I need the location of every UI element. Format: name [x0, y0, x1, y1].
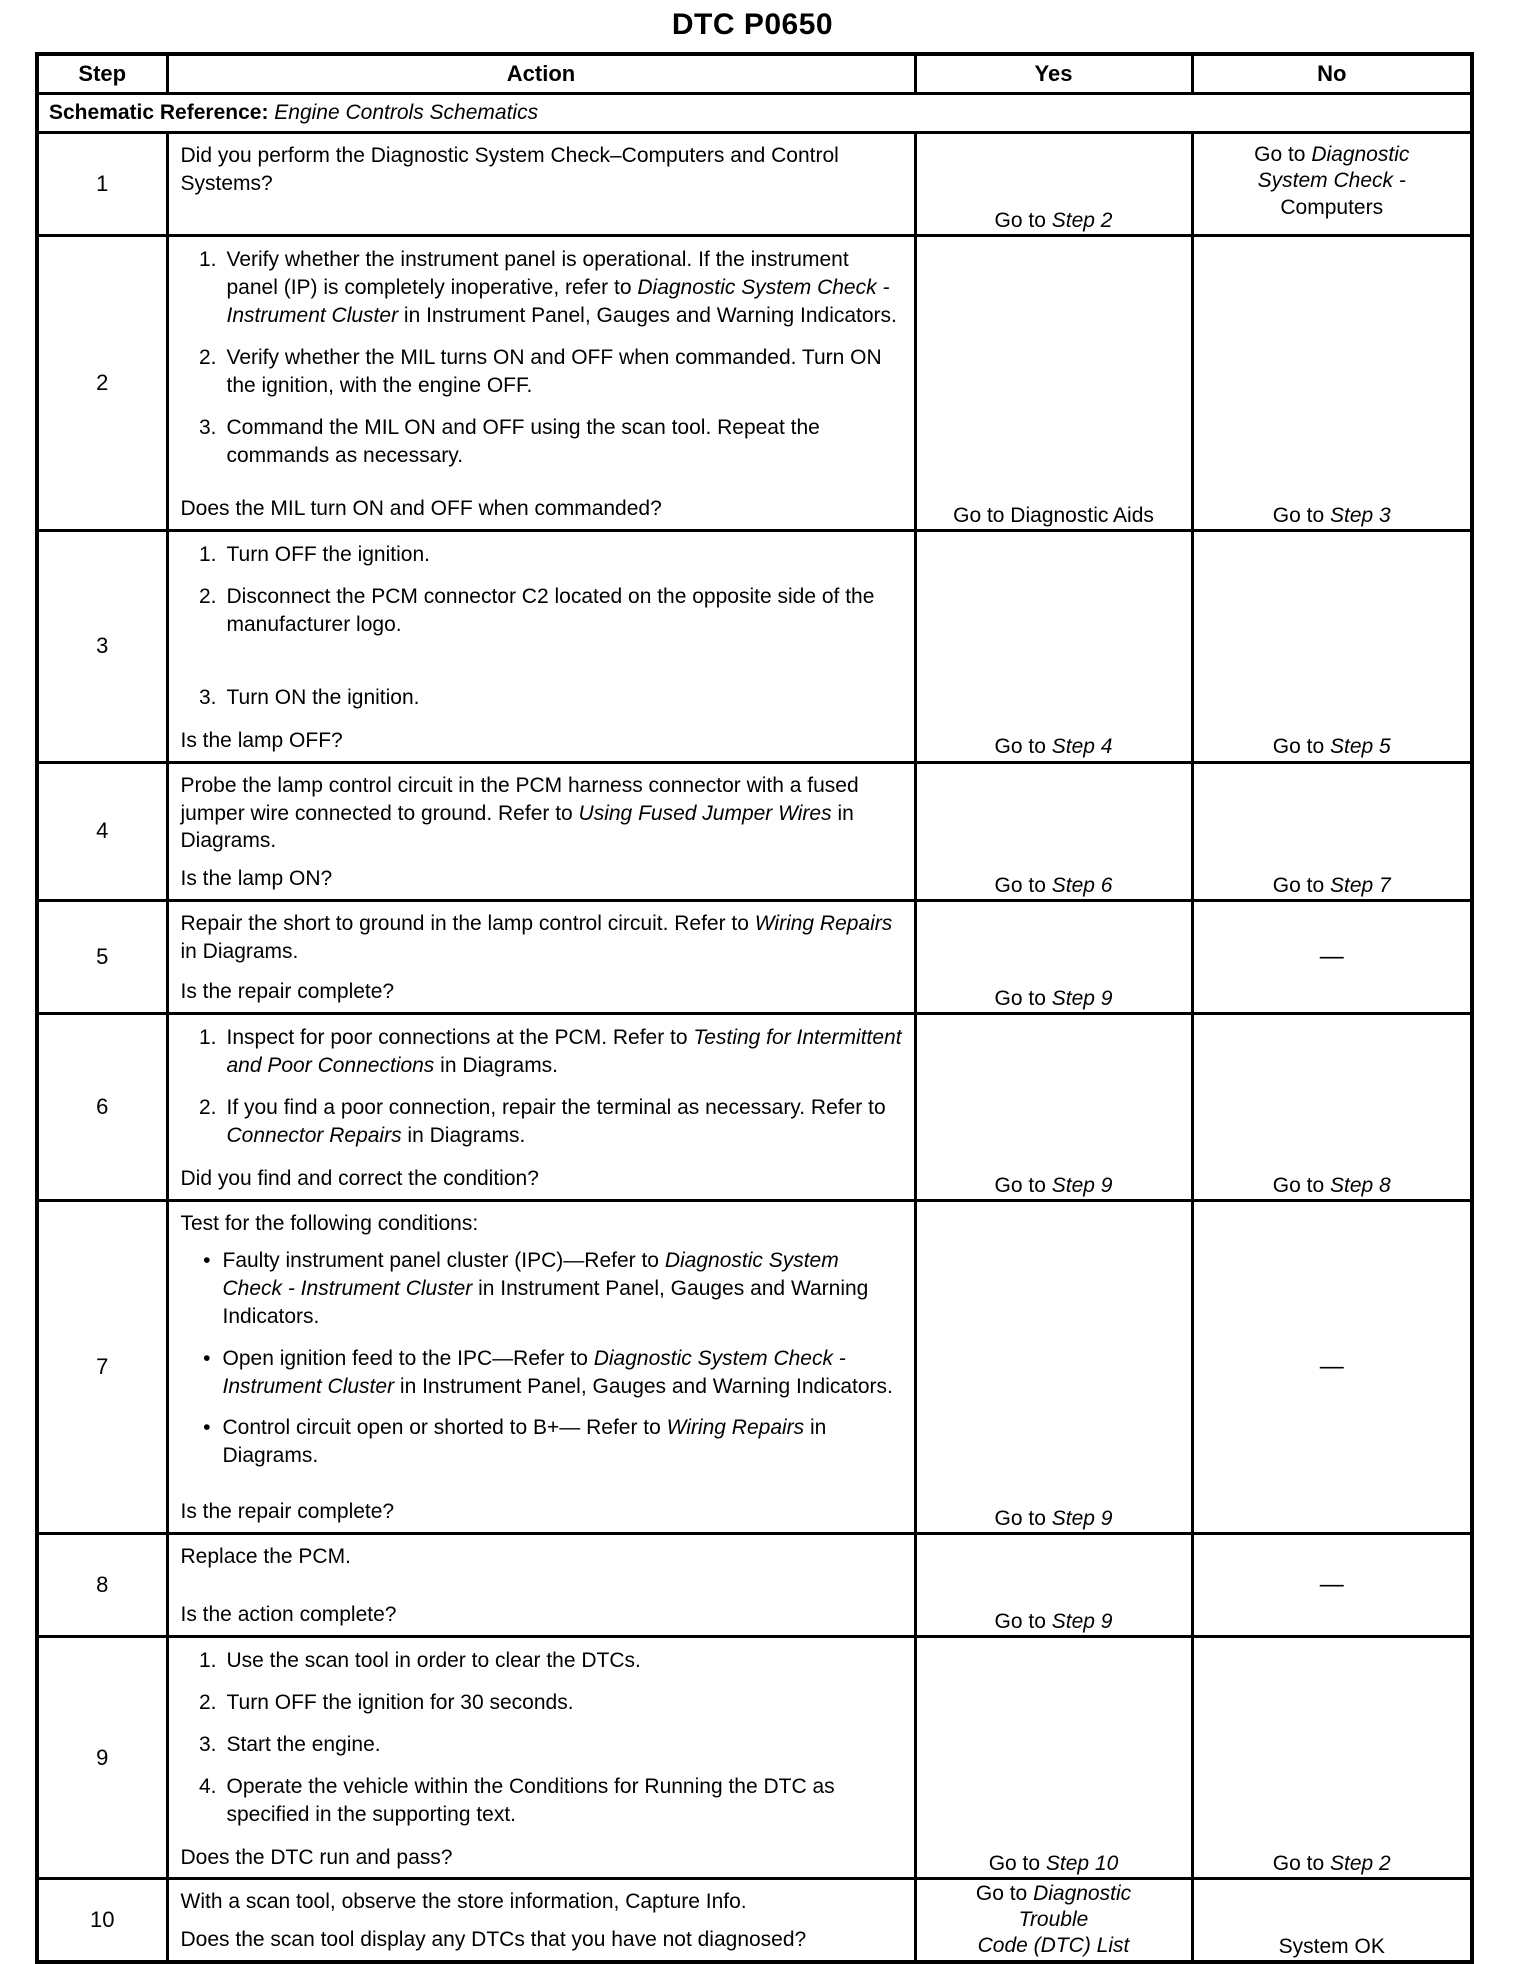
- list-number: 2.: [198, 1096, 217, 1120]
- action-list-item: [181, 414, 904, 470]
- text-segment: Step 2: [1329, 1852, 1391, 1876]
- step-number-cell: [37, 1014, 167, 1201]
- list-text: [227, 246, 904, 330]
- result-line: [917, 1851, 1191, 1877]
- table-row: [37, 236, 1472, 531]
- text-segment: Verify whether the MIL turns ON and OFF when commanded. Turn ON the ignition, with the engine OFF.: [226, 345, 882, 397]
- action-paragraph: [181, 772, 904, 856]
- action-cell: [167, 531, 915, 763]
- text-segment: in Instrument Panel, Gauges and Warning Indicators.: [394, 1374, 893, 1398]
- text-segment: Step 7: [1329, 874, 1391, 898]
- action-cell: [167, 1014, 915, 1201]
- text-segment: Use the scan tool in order to clear the DTCs.: [226, 1648, 641, 1672]
- text-segment: Go to: [988, 1852, 1046, 1876]
- list-text: [227, 414, 904, 470]
- result-line: [1194, 1851, 1471, 1877]
- action-paragraph: [181, 1543, 904, 1571]
- step-number-cell: [37, 1879, 167, 1962]
- text-segment: Go to: [994, 1506, 1052, 1530]
- step-number: 9: [96, 1744, 109, 1770]
- yes-cell: [915, 1200, 1192, 1533]
- list-text: [227, 344, 904, 400]
- action-question: [181, 1161, 904, 1193]
- text-segment: Diagnostic: [1311, 143, 1410, 166]
- text-segment: Is the lamp OFF?: [180, 728, 343, 752]
- list-number: 3.: [198, 685, 217, 709]
- text-segment: Go to: [1272, 503, 1330, 527]
- yes-cell: [915, 1533, 1192, 1636]
- text-segment: Open ignition feed to the IPC—Refer to: [222, 1346, 594, 1370]
- step-number: 1: [96, 171, 109, 196]
- text-segment: in Instrument Panel, Gauges and Warning Indicators.: [398, 303, 897, 327]
- yes-cell: [915, 762, 1192, 901]
- text-segment: Code (DTC) List: [977, 1934, 1130, 1958]
- text-segment: Trouble: [1018, 1908, 1089, 1932]
- yes-cell: [915, 236, 1192, 531]
- text-segment: —: [1319, 1352, 1344, 1380]
- step-number-cell: [37, 1533, 167, 1636]
- text-segment: Replace the PCM.: [180, 1544, 351, 1568]
- list-text: [227, 1731, 904, 1759]
- list-number: 2.: [198, 584, 217, 608]
- step-number-cell: [37, 531, 167, 763]
- action-content: [169, 1202, 914, 1532]
- page-title: DTC P0650: [671, 8, 834, 41]
- text-segment: System Check -: [1257, 169, 1406, 193]
- text-segment: Diagnostic System Check - Instrument Cluster: [226, 275, 890, 327]
- action-cell: [167, 901, 915, 1014]
- text-segment: Is the repair complete?: [180, 980, 395, 1004]
- no-cell: [1192, 1014, 1472, 1201]
- action-paragraph: [181, 1888, 904, 1916]
- text-segment: Faulty instrument panel cluster (IPC)—Refer to: [222, 1248, 665, 1272]
- column-header-step: Step: [37, 54, 167, 94]
- result-line: [1194, 1934, 1471, 1960]
- action-paragraph: [181, 1210, 904, 1238]
- text-segment: Is the action complete?: [180, 1602, 397, 1626]
- step-number: 4: [96, 818, 109, 844]
- text-segment: Go to: [1272, 874, 1330, 898]
- yes-cell: [915, 133, 1192, 236]
- action-list-item: [181, 1773, 904, 1829]
- text-segment: Go to: [975, 1881, 1034, 1905]
- table-row: [37, 1014, 1472, 1201]
- text-segment: Test for the following conditions:: [180, 1211, 479, 1235]
- text-segment: Command the MIL ON and OFF using the scan tool. Repeat the commands as necessary.: [226, 415, 820, 467]
- bullet-icon: •: [203, 1346, 211, 1370]
- action-content: [169, 134, 914, 234]
- action-list-item: [181, 1689, 904, 1717]
- list-text: [227, 1094, 904, 1150]
- action-cell: [167, 1200, 915, 1533]
- text-segment: Wiring Repairs: [666, 1416, 805, 1440]
- text-segment: Testing for Intermittent and Poor Connections: [226, 1026, 902, 1078]
- step-number-cell: [37, 1636, 167, 1879]
- text-segment: Step 3: [1329, 503, 1391, 527]
- text-segment: Inspect for poor connections at the PCM. Refer to: [226, 1026, 694, 1050]
- column-header-action: Action: [167, 54, 915, 94]
- action-question: [181, 974, 904, 1006]
- list-text: [227, 1024, 904, 1080]
- text-segment: —: [1319, 943, 1344, 971]
- text-segment: Does the MIL turn ON and OFF when commanded?: [180, 497, 662, 521]
- no-cell: [1192, 1200, 1472, 1533]
- column-header-no: No: [1192, 54, 1472, 94]
- action-question: [181, 1840, 904, 1872]
- result-line: [917, 1173, 1191, 1199]
- action-paragraph: [181, 142, 904, 198]
- text-segment: Go to: [994, 208, 1052, 232]
- list-text: [227, 1647, 904, 1675]
- text-segment: Does the DTC run and pass?: [180, 1845, 453, 1869]
- step-number: 8: [96, 1571, 109, 1597]
- text-segment: Did you find and correct the condition?: [180, 1166, 539, 1190]
- result-line: [1194, 195, 1471, 221]
- step-number: 10: [90, 1907, 115, 1933]
- action-cell: [167, 1636, 915, 1879]
- text-segment: Go to: [994, 735, 1052, 759]
- no-cell: [1192, 1636, 1472, 1879]
- text-segment: Does the scan tool display any DTCs that you have not diagnosed?: [180, 1928, 807, 1952]
- action-content: [169, 532, 914, 761]
- result-line: [917, 1881, 1191, 1907]
- action-list-item: [181, 684, 904, 712]
- action-content: [169, 1015, 914, 1199]
- list-number: 2.: [198, 345, 217, 369]
- list-number: 4.: [198, 1774, 217, 1798]
- list-text: [227, 1773, 904, 1829]
- action-cell: [167, 1879, 915, 1962]
- list-text: [227, 1689, 904, 1717]
- text-segment: Diagnostic System Check - Instrument Cluster: [222, 1248, 839, 1300]
- text-segment: Wiring Repairs: [754, 912, 893, 936]
- action-list-item: [181, 1024, 904, 1080]
- list-number: 1.: [198, 1648, 217, 1672]
- result-line: [917, 734, 1191, 760]
- step-number: 2: [96, 370, 109, 395]
- result-line: [917, 1907, 1191, 1933]
- text-segment: Probe the lamp control circuit in the PCM harness connector with a fused jumper wire connected to ground. Refer to: [180, 773, 859, 825]
- dtc-diagnostic-table: [35, 52, 1474, 1964]
- action-cell: [167, 1533, 915, 1636]
- list-text: [223, 1247, 904, 1331]
- result-line: [1194, 142, 1471, 168]
- dtc-table-body: [37, 94, 1472, 1963]
- result-line: [917, 208, 1191, 234]
- no-cell: [1192, 901, 1472, 1014]
- column-header-yes: Yes: [915, 54, 1192, 94]
- text-segment: in Diagrams.: [180, 801, 854, 853]
- result-line: [917, 1506, 1191, 1532]
- yes-cell: [915, 1879, 1192, 1962]
- action-bullet-item: [181, 1414, 904, 1470]
- text-segment: Go to: [994, 1173, 1052, 1197]
- schematic-reference-cell: [37, 94, 1472, 133]
- result-line: [917, 1933, 1191, 1959]
- step-number-cell: [37, 901, 167, 1014]
- text-segment: Go to: [1272, 1173, 1330, 1197]
- result-line: [1194, 734, 1471, 760]
- text-segment: Computers: [1280, 195, 1384, 219]
- text-segment: Verify whether the instrument panel is operational. If the instrument panel (IP) is completely inoperative, refer to: [226, 248, 849, 299]
- table-row: [37, 531, 1472, 763]
- schematic-reference-label: Schematic Reference:: [49, 101, 269, 124]
- action-content: [169, 1638, 914, 1878]
- yes-cell: [915, 1014, 1192, 1201]
- text-segment: Step 9: [1051, 1609, 1113, 1633]
- text-segment: Go to: [994, 987, 1052, 1011]
- table-row: [37, 1200, 1472, 1533]
- action-cell: [167, 762, 915, 901]
- text-segment: If you find a poor connection, repair the terminal as necessary. Refer to: [226, 1096, 886, 1120]
- text-segment: in Instrument Panel, Gauges and Warning Indicators.: [222, 1276, 869, 1328]
- yes-cell: [915, 901, 1192, 1014]
- table-row: [37, 901, 1472, 1014]
- table-row: [37, 1879, 1472, 1962]
- list-text: [223, 1345, 904, 1401]
- list-number: 3.: [198, 1732, 217, 1756]
- text-segment: Go to: [1272, 1852, 1330, 1876]
- action-list-item: [181, 541, 904, 569]
- text-segment: Did you perform the Diagnostic System Check–Computers and Control Systems?: [180, 144, 839, 195]
- action-bullet-item: [181, 1345, 904, 1401]
- action-list-item: [181, 1094, 904, 1150]
- action-question: [181, 491, 904, 523]
- text-segment: Turn OFF the ignition for 30 seconds.: [226, 1690, 574, 1714]
- text-segment: System OK: [1278, 1935, 1385, 1959]
- result-line: [1194, 873, 1471, 899]
- no-cell: [1192, 531, 1472, 763]
- text-segment: Go to: [994, 874, 1052, 898]
- text-segment: Repair the short to ground in the lamp control circuit. Refer to: [180, 912, 755, 936]
- list-text: [227, 684, 904, 712]
- action-cell: [167, 236, 915, 531]
- text-segment: Go to: [1254, 143, 1312, 166]
- text-segment: Using Fused Jumper Wires: [578, 801, 832, 825]
- result-line: [1194, 1173, 1471, 1199]
- text-segment: Operate the vehicle within the Conditions for Running the DTC as specified in the supporting text.: [226, 1774, 835, 1826]
- no-cell: [1192, 1533, 1472, 1636]
- table-row: [37, 1636, 1472, 1879]
- result-line: [1194, 168, 1471, 194]
- action-content: [169, 902, 914, 1012]
- step-number-cell: [37, 1200, 167, 1533]
- text-segment: Step 9: [1051, 1173, 1113, 1197]
- table-row: [37, 1533, 1472, 1636]
- action-list-item: [181, 246, 904, 330]
- step-number-cell: [37, 133, 167, 236]
- action-bullet-item: [181, 1247, 904, 1331]
- list-number: 2.: [198, 1690, 217, 1714]
- text-segment: Diagnostic System Check - Instrument Cluster: [222, 1346, 846, 1398]
- action-list-item: [181, 583, 904, 639]
- text-segment: in Diagrams.: [180, 940, 299, 964]
- text-segment: —: [1319, 1570, 1344, 1598]
- list-number: 1.: [198, 248, 217, 271]
- result-line: [917, 1609, 1191, 1635]
- text-segment: Is the lamp ON?: [180, 867, 333, 891]
- text-segment: in Diagrams.: [434, 1054, 559, 1078]
- text-segment: Go to Diagnostic Aids: [953, 503, 1154, 527]
- text-segment: Go to: [994, 1609, 1052, 1633]
- result-line: [1194, 942, 1471, 972]
- text-segment: Turn OFF the ignition.: [226, 543, 430, 566]
- step-number-cell: [37, 762, 167, 901]
- no-cell: [1192, 236, 1472, 531]
- result-line: [917, 986, 1191, 1012]
- list-number: 1.: [198, 543, 217, 566]
- result-line: [917, 503, 1191, 529]
- action-cell: [167, 133, 915, 236]
- bullet-icon: •: [203, 1248, 211, 1272]
- list-number: 1.: [198, 1026, 217, 1050]
- result-line: [1194, 503, 1471, 529]
- schematic-reference-value: Engine Controls Schematics: [274, 101, 539, 124]
- text-segment: Step 4: [1051, 735, 1113, 759]
- action-question: [181, 1922, 904, 1954]
- step-number: 5: [96, 944, 109, 970]
- text-segment: Go to: [1272, 735, 1330, 759]
- text-segment: Step 5: [1329, 735, 1391, 759]
- text-segment: Step 9: [1051, 1506, 1113, 1530]
- text-segment: Step 8: [1329, 1173, 1391, 1197]
- action-content: [169, 1535, 914, 1635]
- schematic-reference-row: [37, 94, 1472, 133]
- text-segment: Diagnostic: [1033, 1881, 1132, 1905]
- step-number: 6: [96, 1094, 109, 1120]
- text-segment: Step 2: [1051, 208, 1113, 232]
- list-number: 3.: [198, 415, 217, 439]
- table-row: [37, 133, 1472, 236]
- result-line: [917, 873, 1191, 899]
- no-cell: [1192, 133, 1472, 236]
- text-segment: Control circuit open or shorted to B+— Refer to: [222, 1416, 667, 1440]
- list-text: [227, 583, 904, 639]
- text-segment: Turn ON the ignition.: [226, 685, 420, 709]
- no-cell: [1192, 762, 1472, 901]
- action-question: [181, 723, 904, 755]
- header-row: [37, 54, 1472, 94]
- step-number: 3: [96, 633, 109, 659]
- action-question: [181, 1494, 904, 1526]
- step-number-cell: [37, 236, 167, 531]
- step-number: 7: [96, 1353, 109, 1379]
- text-segment: With a scan tool, observe the store information, Capture Info.: [180, 1890, 747, 1914]
- action-content: [169, 764, 914, 900]
- action-list-item: [181, 1731, 904, 1759]
- text-segment: in Diagrams.: [222, 1416, 827, 1468]
- text-segment: Step 10: [1045, 1852, 1119, 1876]
- action-list-item: [181, 1647, 904, 1675]
- table-row: [37, 762, 1472, 901]
- text-segment: in Diagrams.: [401, 1124, 526, 1148]
- action-question: [181, 1597, 904, 1629]
- action-list-item: [181, 344, 904, 400]
- text-segment: Start the engine.: [226, 1732, 381, 1756]
- bullet-icon: •: [203, 1416, 211, 1440]
- action-content: [169, 237, 914, 529]
- yes-cell: [915, 1636, 1192, 1879]
- text-segment: Disconnect the PCM connector C2 located on the opposite side of the manufacturer logo.: [226, 584, 875, 636]
- no-cell: [1192, 1879, 1472, 1962]
- list-text: [223, 1414, 904, 1470]
- result-line: [1194, 1352, 1471, 1382]
- text-segment: Is the repair complete?: [180, 1499, 395, 1523]
- result-line: [1194, 1570, 1471, 1600]
- text-segment: Connector Repairs: [226, 1124, 402, 1148]
- action-paragraph: [181, 910, 904, 966]
- action-content: [169, 1880, 914, 1960]
- action-question: [181, 861, 904, 893]
- list-text: [227, 541, 904, 569]
- yes-cell: [915, 531, 1192, 763]
- text-segment: Step 9: [1051, 987, 1113, 1011]
- text-segment: Step 6: [1051, 874, 1113, 898]
